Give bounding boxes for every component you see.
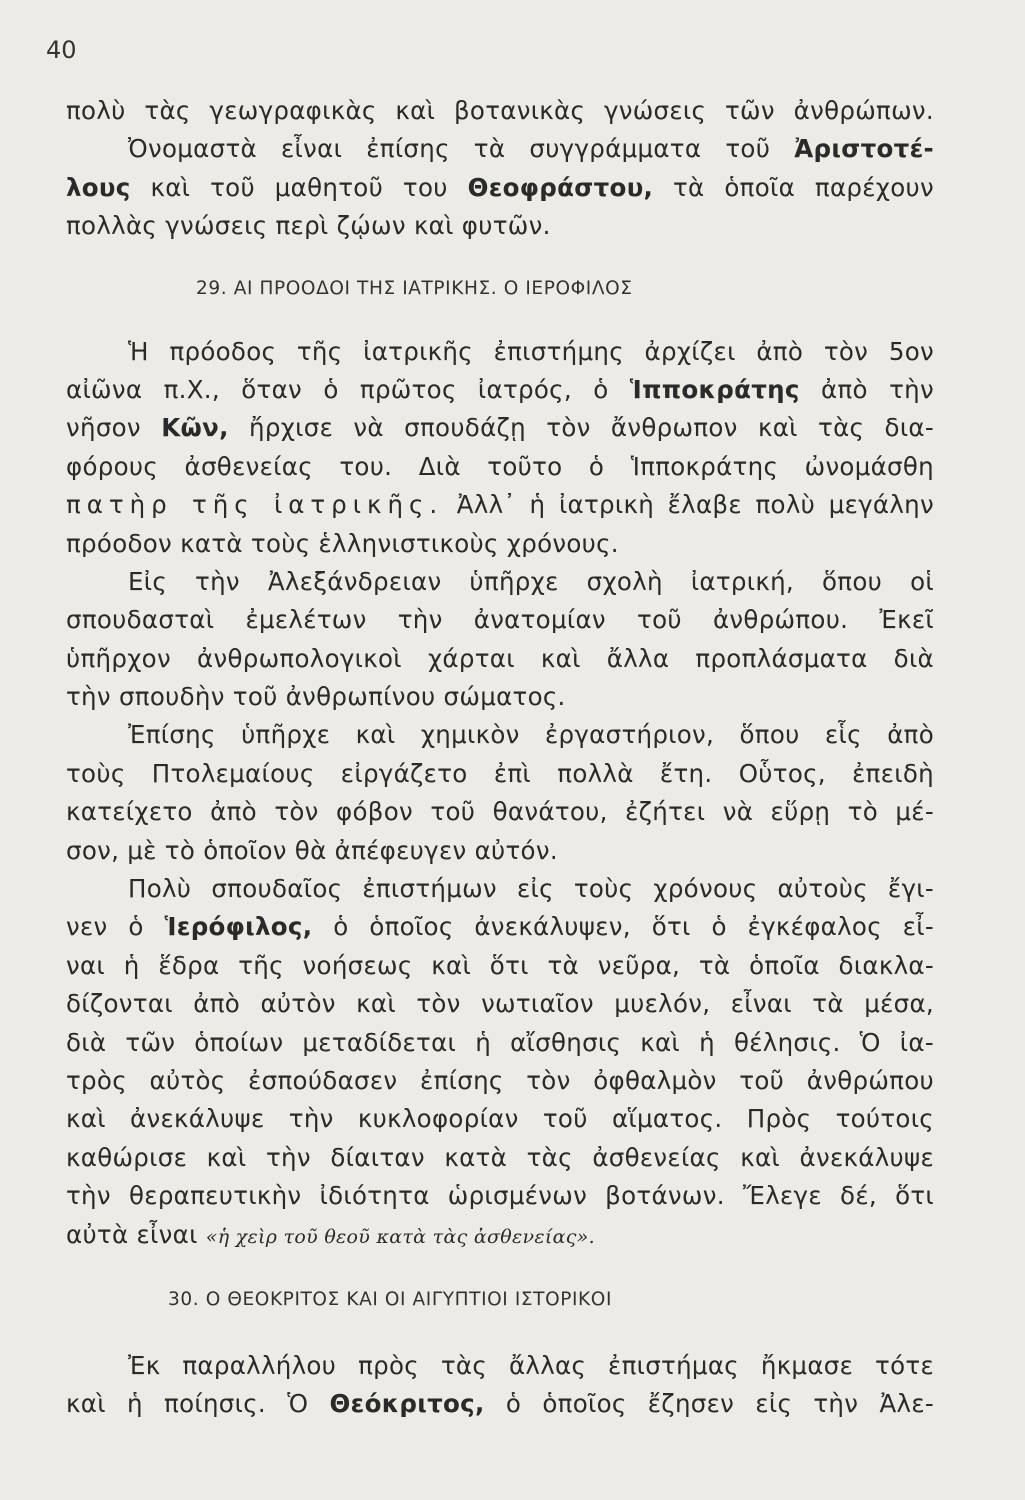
text-line: κατείχετο ἀπὸ τὸν φόβον τοῦ θανάτου, ἐζήτει νὰ εὕρῃ τὸ μέ- <box>66 797 934 827</box>
bold-name-herophilus: Ἱερόφιλος, <box>164 912 313 942</box>
text-line: τὴν σπουδὴν τοῦ ἀνθρωπίνου σώματος. <box>66 682 566 712</box>
text-line: πολὺ τὰς γεωγραφικὰς καὶ βοτανικὰς γνώσεις τῶν ἀνθρώπων. <box>66 96 934 125</box>
text-segment: ὁ ὁποῖος ἔζησεν εἰς τὴν Ἀλε- <box>484 1389 935 1419</box>
text-segment: καὶ ἡ ποίησις. Ὁ <box>66 1389 330 1419</box>
bold-name-theophrastus: Θεοφράστου, <box>467 172 654 202</box>
text-line: σπουδασταὶ ἐμελέτων τὴν ἀνατομίαν τοῦ ἀνθρώπου. Ἐκεῖ <box>66 605 934 635</box>
text-segment: Ὀνομαστὰ εἶναι ἐπίσης τὰ συγγράμματα τοῦ <box>128 134 795 164</box>
text-line: πολλὰς γνώσεις περὶ ζῴων καὶ φυτῶν. <box>66 211 551 241</box>
text-line: τοὺς Πτολεμαίους εἰργάζετο ἐπὶ πολλὰ ἔτη. Οὗτος, ἐπειδὴ <box>66 758 934 788</box>
text-line: Ἐκ παραλλήλου πρὸς τὰς ἄλλας ἐπιστήμας ἤκμασε τότε <box>128 1350 934 1380</box>
text-segment: νεν ὁ <box>66 912 165 942</box>
bold-name-kos: Κῶν, <box>161 413 229 443</box>
text-line: φόρους ἀσθενείας του. Διὰ τοῦτο ὁ Ἱπποκράτης ὠνομάσθη <box>66 451 934 481</box>
text-segment: ἀπὸ τὴν <box>799 374 934 404</box>
text-line: τὴν θεραπευτικὴν ἰδιότητα ὡρισμένων βοτάνων. Ἔλεγε δέ, ὅτι <box>66 1181 934 1211</box>
text-segment: ὁ ὁποῖος ἀνεκάλυψεν, ὅτι ὁ ἐγκέφαλος εἶ- <box>312 912 934 942</box>
text-column <box>66 92 934 1424</box>
text-line <box>66 371 934 409</box>
text-line: ὑπῆρχον ἀνθρωπολογικοὶ χάρται καὶ ἄλλα προπλάσματα διὰ <box>66 643 934 673</box>
text-line: Ἡ πρόοδος τῆς ἰατρικῆς ἐπιστήμης ἀρχίζει ἀπὸ τὸν 5ον <box>128 336 934 366</box>
text-segment: αὐτὰ εἶναι <box>66 1219 206 1249</box>
bold-name-theocritus: Θεόκριτος, <box>329 1389 485 1419</box>
text-line: πρόοδον κατὰ τοὺς ἑλληνιστικοὺς χρόνους. <box>66 528 619 558</box>
text-line: διὰ τῶν ὁποίων μεταδίδεται ἡ αἴσθησις καὶ ἡ θέλησις. Ὁ ἰα- <box>66 1027 934 1057</box>
page-number: 40 <box>46 36 77 64</box>
bold-name-hippocrates: Ἱπποκράτης <box>629 374 800 404</box>
text-line: δίζονται ἀπὸ αὐτὸν καὶ τὸν νωτιαῖον μυελόν, εἶναι τὰ μέσα, <box>66 989 934 1019</box>
text-segment: ἤρχισε νὰ σπουδάζῃ τὸν ἄνθρωπον καὶ τὰς δια- <box>228 413 934 443</box>
text-line <box>66 486 934 524</box>
bold-name-aristotle: Ἀριστοτέ- <box>794 134 934 164</box>
spaced-phrase: πατὴρ τῆς ἰατρικῆς. <box>66 490 444 520</box>
text-line <box>66 409 934 447</box>
text-line <box>66 130 934 168</box>
text-segment: νῆσον <box>66 413 162 443</box>
quoted-phrase: «ἡ χεὶρ τοῦ θεοῦ κατὰ τὰς ἀσθενείας». <box>205 1225 595 1248</box>
text-line: τρὸς αὐτὸς ἐσπούδασεν ἐπίσης τὸν ὀφθαλμὸν τοῦ ἀνθρώπου <box>66 1065 934 1095</box>
text-line: Ἐπίσης ὑπῆρχε καὶ χημικὸν ἐργαστήριον, ὅπου εἷς ἀπὸ <box>128 720 934 750</box>
text-line <box>66 1385 934 1423</box>
text-line: καὶ ἀνεκάλυψε τὴν κυκλοφορίαν τοῦ αἵματος. Πρὸς τούτοις <box>66 1104 934 1134</box>
text-line <box>66 169 934 207</box>
text-line: ναι ἡ ἕδρα τῆς νοήσεως καὶ ὅτι τὰ νεῦρα, τὰ ὁποῖα διακλα- <box>66 950 934 980</box>
text-line: καθώρισε καὶ τὴν δίαιταν κατὰ τὰς ἀσθενείας καὶ ἀνεκάλυψε <box>66 1142 934 1172</box>
text-line: σον, μὲ τὸ ὁποῖον θὰ ἀπέφευγεν αὐτόν. <box>66 835 558 865</box>
bold-name-aristotle-cont: λους <box>66 172 131 202</box>
text-segment: καὶ τοῦ μαθητοῦ του <box>130 172 468 202</box>
section-heading-29: 29. ΑΙ ΠΡΟΟΔΟΙ ΤΗΣ ΙΑΤΡΙΚΗΣ. Ο ΙΕΡΟΦΙΛΟΣ <box>196 277 633 299</box>
text-segment: Ἀλλ᾽ ἡ ἰατρικὴ ἔλαβε πολὺ μεγάλην <box>443 490 934 520</box>
text-segment: αἰῶνα π.Χ., ὅταν ὁ πρῶτος ἰατρός, ὁ <box>66 374 630 404</box>
text-line <box>66 908 934 946</box>
text-line <box>66 1216 934 1254</box>
section-heading-30: 30. Ο ΘΕΟΚΡΙΤΟΣ ΚΑΙ ΟΙ ΑΙΓΥΠΤΙΟΙ ΙΣΤΟΡΙΚΟΙ <box>168 1288 613 1310</box>
text-line: Πολὺ σπουδαῖος ἐπιστήμων εἰς τοὺς χρόνους αὐτοὺς ἔγι- <box>128 874 934 904</box>
text-segment: τὰ ὁποῖα παρέχουν <box>653 172 934 202</box>
text-line: Εἰς τὴν Ἀλεξάνδρειαν ὑπῆρχε σχολὴ ἰατρική, ὅπου οἱ <box>128 566 934 596</box>
